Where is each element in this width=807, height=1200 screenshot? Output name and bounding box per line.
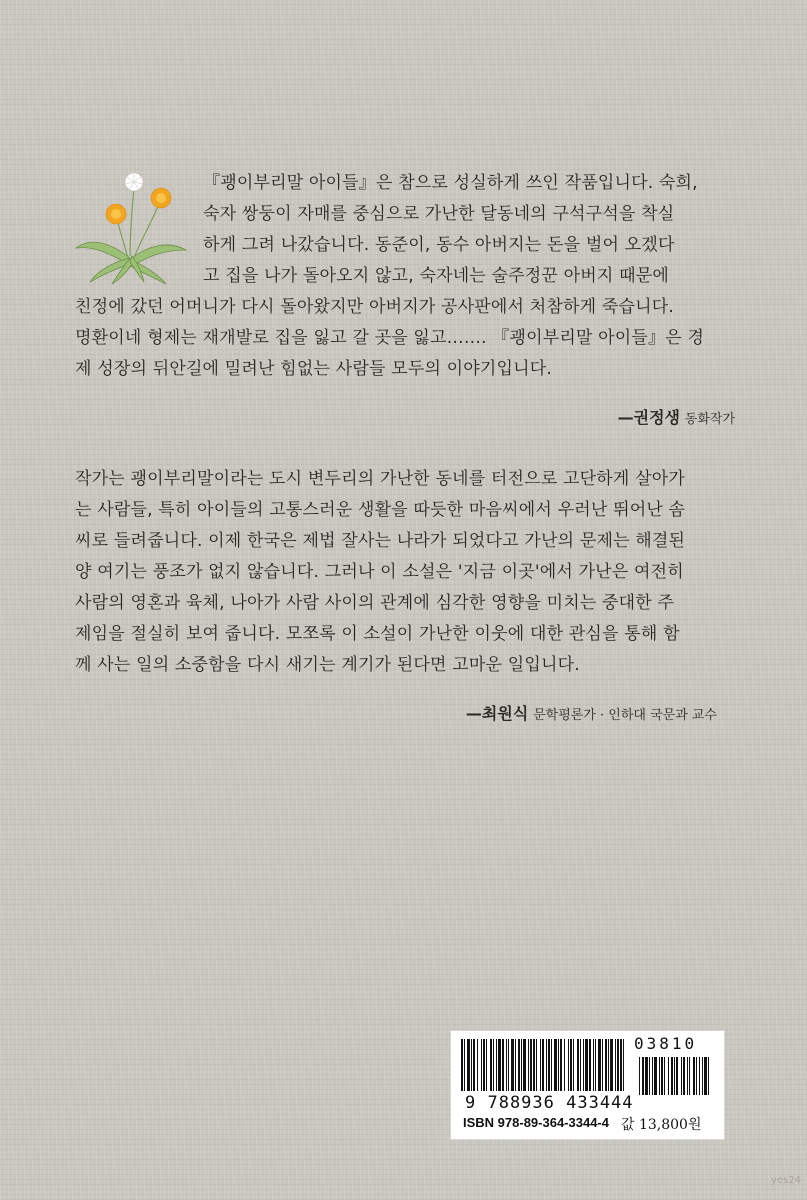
barcode-addon-bar: [693, 1057, 695, 1095]
barcode-bar: [602, 1039, 603, 1091]
barcode-bar: [560, 1039, 562, 1091]
barcode-bar: [546, 1039, 547, 1091]
barcode-bar: [467, 1039, 470, 1091]
review-2-line: 씨로 들려줍니다. 이제 한국은 제법 잘사는 나라가 되었다고 가난의 문제는 해결된: [75, 531, 686, 551]
barcode-addon-bar: [702, 1057, 703, 1095]
barcode-bar: [461, 1039, 463, 1091]
barcode-bar: [542, 1039, 544, 1091]
barcode-bar: [558, 1039, 559, 1091]
barcode-bar: [617, 1039, 619, 1091]
barcode-bar: [554, 1039, 557, 1091]
barcode-bar: [521, 1039, 522, 1091]
review-2-line: 께 사는 일의 소중함을 다시 새기는 계기가 된다면 고마운 일입니다.: [75, 655, 580, 675]
barcode-bar: [548, 1039, 550, 1091]
price-label: 값 13,800원: [621, 1117, 702, 1133]
barcode-bar: [577, 1039, 579, 1091]
barcode-addon-bar: [654, 1057, 657, 1095]
barcode-bar: [483, 1039, 485, 1091]
barcode-addon-bar: [674, 1057, 675, 1095]
review-1-line: 제 성장의 뒤안길에 밀려난 힘없는 사람들 모두의 이야기입니다.: [75, 359, 553, 379]
review-2-line: 는 사람들, 특히 아이들의 고통스러운 생활을 따듯한 마음씨에서 우러난 뛰어난 솜: [75, 500, 686, 520]
barcode-addon-bar: [696, 1057, 697, 1095]
barcode-bar: [595, 1039, 596, 1091]
barcode-bar: [486, 1039, 487, 1091]
barcode-bar: [580, 1039, 581, 1091]
barcode-addon-bar: [681, 1057, 682, 1095]
barcode-bar: [589, 1039, 591, 1091]
review-1-line: 『괭이부리말 아이들』은 참으로 성실하게 쓰인 작품입니다. 숙희,: [203, 173, 698, 193]
barcode-bar: [464, 1039, 465, 1091]
barcode-bar: [593, 1039, 594, 1091]
barcode-bar: [608, 1039, 609, 1091]
barcode-bar: [493, 1039, 494, 1091]
review-paragraph-2: [75, 464, 735, 681]
review-1-line: 숙자 쌍둥이 자매를 중심으로 가난한 달동네의 구석구석을 착실: [203, 204, 675, 224]
barcode-bar: [598, 1039, 601, 1091]
barcode-bar: [583, 1039, 584, 1091]
barcode-addon-bar: [649, 1057, 650, 1095]
review-2-line: 작가는 괭이부리말이라는 도시 변두리의 가난한 동네를 터전으로 고단하게 살아가: [75, 469, 685, 489]
barcode-bar: [615, 1039, 616, 1091]
barcode-addon-bar: [661, 1057, 663, 1095]
barcode-bar: [518, 1039, 520, 1091]
barcode-bar: [585, 1039, 588, 1091]
barcode-bar: [533, 1039, 535, 1091]
barcode-bar: [536, 1039, 537, 1091]
barcode-bar: [523, 1039, 526, 1091]
barcode-addon-bar: [683, 1057, 685, 1095]
isbn-number: ISBN 978-89-364-3344-4: [463, 1115, 609, 1130]
barcode-addon-bar: [664, 1057, 665, 1095]
reviewer-name: 최원식: [481, 704, 529, 723]
review-2-line: 사람의 영혼과 육체, 나아가 사람 사이의 관계에 심각한 영향을 미치는 중대한 주: [75, 593, 675, 613]
isbn-barcode-box: [450, 1030, 725, 1140]
barcode-addon-bar: [642, 1057, 644, 1095]
barcode-bar: [471, 1039, 472, 1091]
barcode-bar: [496, 1039, 497, 1091]
barcode-addon-bar: [659, 1057, 660, 1095]
reviewer-role: 문학평론가 · 인하대 국문과 교수: [533, 708, 717, 723]
barcode-bar: [620, 1039, 622, 1091]
barcode-bar: [570, 1039, 572, 1091]
review-1-attribution: [618, 405, 735, 428]
barcode-bar: [502, 1039, 504, 1091]
barcode-addon-bar: [652, 1057, 653, 1095]
barcode-bar: [623, 1039, 624, 1091]
barcode-addon-bar: [689, 1057, 690, 1095]
barcode-addon-bar: [676, 1057, 678, 1095]
barcode-addon-bar: [645, 1057, 648, 1095]
review-2-line: 제임을 절실히 보여 줍니다. 모쪼록 이 소설이 가난한 이웃에 대한 관심을 통해 함: [75, 624, 680, 644]
barcode-addon-digits: 03810: [634, 1034, 698, 1053]
barcode-bar: [477, 1039, 478, 1091]
barcode-bar: [511, 1039, 514, 1091]
attribution-dash: —: [465, 704, 482, 723]
barcode-addon-bar: [671, 1057, 673, 1095]
barcode-bar: [515, 1039, 516, 1091]
barcode-bar: [481, 1039, 482, 1091]
watermark: yes24: [771, 1175, 802, 1186]
review-1-line: 고 집을 나가 돌아오지 않고, 숙자네는 술주정꾼 아버지 때문에: [203, 266, 669, 286]
barcode-bar: [508, 1039, 509, 1091]
barcode-bar: [564, 1039, 565, 1091]
review-2-attribution: [466, 701, 717, 724]
review-1-line: 친정에 갔던 어머니가 다시 돌아왔지만 아버지가 공사판에서 처참하게 죽습니다.: [75, 297, 674, 317]
barcode-bar: [568, 1039, 569, 1091]
barcode-addon-bar: [668, 1057, 669, 1095]
barcode-addon-bar: [704, 1057, 707, 1095]
review-paragraph-1: [75, 168, 735, 385]
barcode-addon-bar: [699, 1057, 700, 1095]
barcode-bar: [498, 1039, 501, 1091]
barcode-bar: [573, 1039, 574, 1091]
reviewer-name: 권정생: [633, 408, 680, 427]
barcode-bar: [473, 1039, 475, 1091]
barcode-bar: [540, 1039, 541, 1091]
review-1-line: 하게 그려 나갔습니다. 동준이, 동수 아버지는 돈을 벌어 오겠다: [203, 235, 675, 255]
barcode-addon-bar: [687, 1057, 688, 1095]
review-2-line: 양 여기는 풍조가 없지 않습니다. 그러나 이 소설은 '지금 이곳'에서 가난은 여전히: [75, 562, 684, 582]
review-1-line: 명환이네 형제는 재개발로 집을 잃고 갈 곳을 잃고……. 『괭이부리말 아이들』은 경: [75, 328, 705, 348]
barcode-bar: [528, 1039, 529, 1091]
barcode-digits: 9 788936 433444: [465, 1093, 634, 1113]
barcode-bar: [490, 1039, 492, 1091]
barcode-addon-bar: [639, 1057, 640, 1095]
barcode-bar: [605, 1039, 607, 1091]
barcode-bar: [551, 1039, 552, 1091]
barcode-bar: [530, 1039, 532, 1091]
barcode-addon-bar: [708, 1057, 709, 1095]
barcode-bar: [610, 1039, 613, 1091]
reviewer-role: 동화작가: [684, 412, 735, 427]
attribution-dash: —: [617, 408, 634, 427]
barcode-bar: [506, 1039, 507, 1091]
